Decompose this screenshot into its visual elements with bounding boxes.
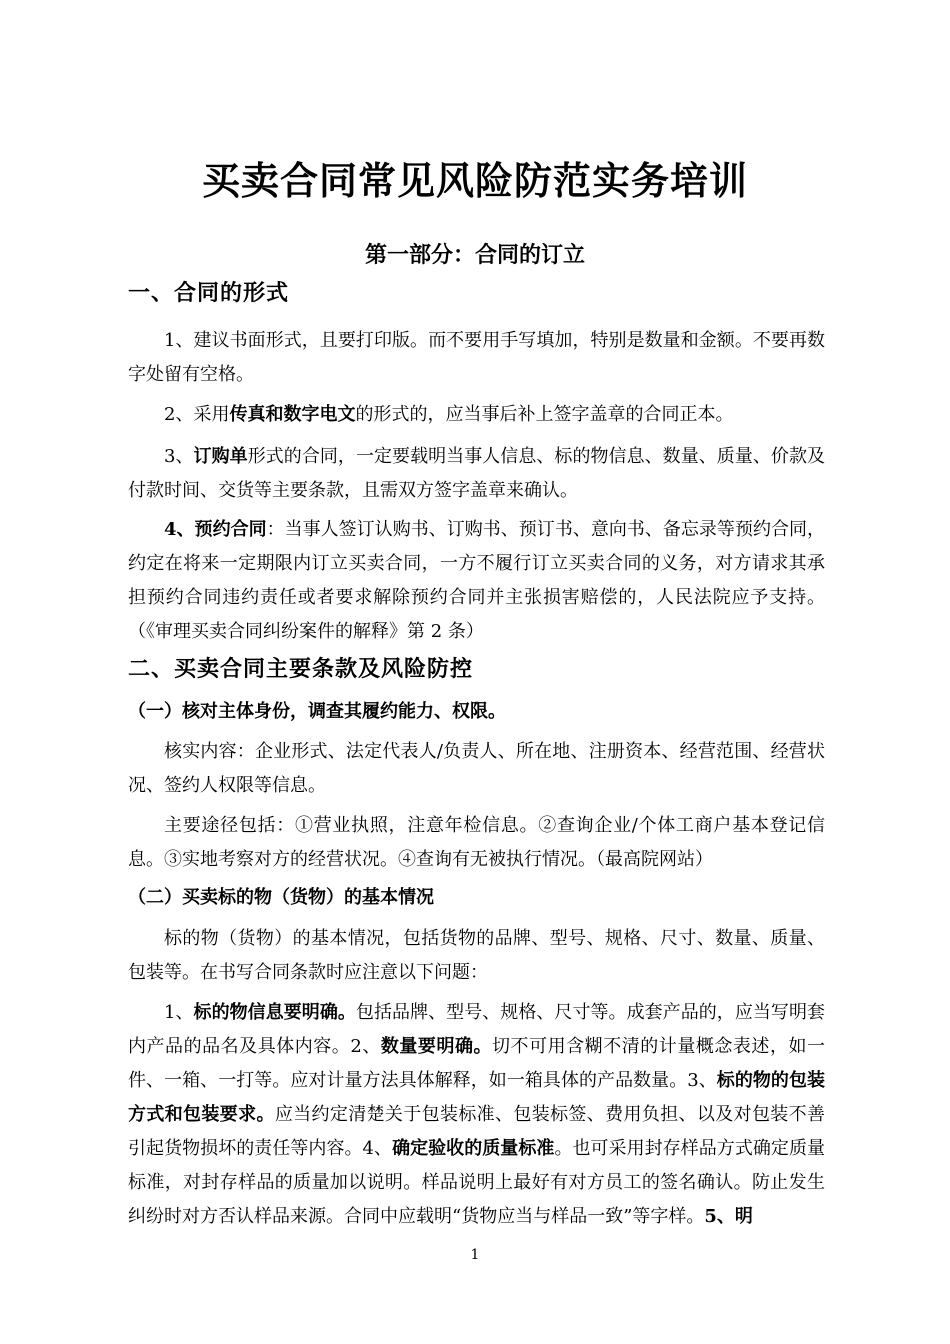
paragraph-text: 切不可用含糊不清的计量概念表述，如一件、一箱、一打等。应对计量方法具体解释，如一箱具体的产品数量。3、	[128, 1036, 826, 1091]
paragraph-text: 的形式的，应当事后补上签字盖章的合同正本。	[355, 404, 734, 425]
paragraph-text: 包括品牌、型号、规格、尺寸等。成套产品的，应当写明套内产品的品名及具体内容。2、	[128, 1002, 826, 1057]
section-heading-contract-form: 一、合同的形式	[128, 280, 290, 306]
bold-term: 数量要明确。	[380, 1036, 493, 1057]
paragraph-text: ：当事人签订认购书、订购书、预订书、意向书、备忘录等预约合同，约定在将来一定期限内订立买卖合同，一方不履行订立买卖合同的义务，对方请求其承担预约合同违约责任或者要求解除预约合同并主张损害赔偿的，人民法院应予支持。（《审理买卖合同纠纷案件的解释》第 2 条）	[128, 519, 825, 642]
paragraph-verification-channels	[128, 809, 825, 877]
bold-term: 传真和数字电文	[229, 404, 356, 425]
paragraph-fax-electronic	[128, 398, 825, 432]
subsection-heading-goods: （二）买卖标的物（货物）的基本情况	[128, 887, 434, 908]
paragraph-goods-requirements	[128, 996, 825, 1234]
bold-term: 5、明	[704, 1206, 753, 1227]
subsection-heading-identity: （一）核对主体身份，调查其履约能力、权限。	[128, 701, 506, 722]
section-heading-main-terms: 二、买卖合同主要条款及风险防控	[128, 656, 474, 682]
bold-term: 标的物信息要明确。	[193, 1002, 356, 1023]
page-number: 1	[470, 1247, 480, 1263]
paragraph-order-form	[128, 440, 825, 508]
bold-term: 确定验收的质量标准	[392, 1138, 555, 1159]
paragraph-text: 核实内容：企业形式、法定代表人/负责人、所在地、注册资本、经营范围、经营状况、签约人权限等信息。	[128, 741, 825, 796]
paragraph-text: 形式的合同，一定要载明当事人信息、标的物信息、数量、质量、价款及付款时间、交货等主要条款，且需双方签字盖章来确认。	[128, 446, 826, 501]
paragraph-text: 。也可采用封存样品方式确定质量标准，对封存样品的质量加以说明。样品说明上最好有对方员工的签名确认。防止发生纠纷时对方否认样品来源。合同中应载明“货物应当与样品一致”等字样。	[128, 1138, 826, 1227]
paragraph-text: 3、	[164, 446, 194, 467]
part-title: 第一部分：合同的订立	[364, 242, 585, 268]
paragraph-text: 主要途径包括：①营业执照，注意年检信息。②查询企业/个体工商户基本登记信息。③实地考察对方的经营状况。④查询有无被执行情况。（最高院网站）	[128, 815, 825, 870]
paragraph-text: 应当约定清楚关于包装标准、包装标签、费用负担、以及对包装不善引起货物损坏的责任等内容。4、	[128, 1104, 825, 1159]
paragraph-goods-basics	[128, 922, 825, 990]
bold-term: 订购单	[193, 446, 248, 467]
paragraph-text: 1、建议书面形式，且要打印版。而不要用手写填加，特别是数量和金额。不要再数字处留有空格。	[128, 330, 825, 385]
paragraph-text: 标的物（货物）的基本情况，包括货物的品牌、型号、规格、尺寸、数量、质量、包装等。在书写合同条款时应注意以下问题：	[128, 928, 825, 983]
bold-term: 4、预约合同	[164, 519, 267, 540]
bold-term: 标的物的包装方式和包装要求。	[128, 1070, 826, 1125]
paragraph-preliminary-contract	[128, 513, 825, 649]
paragraph-verification-content	[128, 735, 825, 803]
paragraph-written-form	[128, 324, 825, 392]
paragraph-text: 2、采用	[164, 404, 230, 425]
document-title: 买卖合同常见风险防范实务培训	[201, 158, 748, 203]
paragraph-text: 1、	[164, 1002, 194, 1023]
